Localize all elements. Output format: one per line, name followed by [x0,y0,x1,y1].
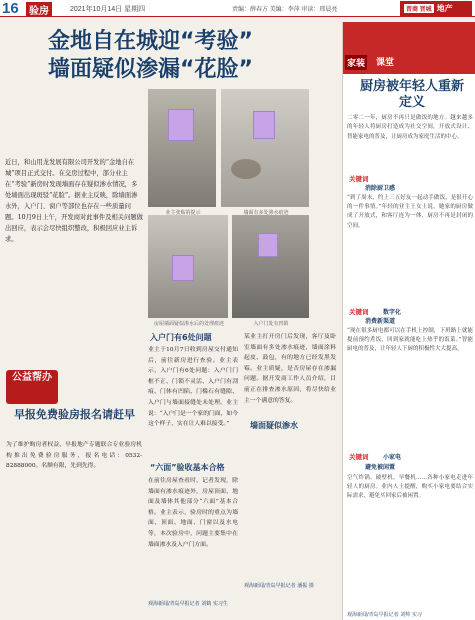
hotline-badge: 公益帮办 [6,370,58,404]
wall-stain [231,159,261,179]
logo-badge: 晋商 晋城 [404,4,434,13]
sidebar-tag: 家装 [345,55,367,70]
photo-door-dent [232,215,309,318]
hotline-body: 为了维护购房者权益，早报地产专题联合专业验房机构推出免费验房服务，报名电话：0532-82888000。名额有限，先到先得。 [6,442,142,470]
photo-caption: 房屋墙面疑似渗水后的处理痕迹 [153,321,224,327]
photo-caption: 业主张贴的提示 [165,210,201,216]
photo-caption: 入户门处有凹陷 [253,321,289,327]
sidebar-credit: 观海新闻/青岛早报记者 刘帅 实习 [347,612,422,618]
article-body: 业主于10月7日收到房屋交付通知后，前往新房进行查验。业主表示，入户门有6处问题：入户门门框不正、门锁不灵活、入户门有刮痕、门体有凹陷、门槛石有缝隙、入户门与墙面接缝处未处理。业主说：“入户门是一个家的门面，如今这个样子，实在让人难以接受。” [148,347,238,428]
article-body: 某业主打开房门后发现，客厅及卧室墙面有多处渗水痕迹，墙面涂料起皮、鼓包，有的地方已经发黑发霉。业主质疑，是否房屋存在渗漏问题。据开发商工作人员介绍，目前正在排查渗水原因，将尽快给业主一个满意的答复。 [244,334,336,404]
photo-wall-repair [148,215,228,318]
article-headline [48,28,298,84]
keyword-title: 消除厨卫感 [365,185,396,192]
sidebar-header [343,22,475,74]
keyword-title: 数字化 [383,309,402,316]
hotline-title: 早报免费验房报名请赶早 [14,408,135,421]
keyword-label: 关键词 [349,453,369,461]
masthead [0,0,475,17]
section-tag: 验房 [26,2,52,17]
headline-line-1: 金地自在城迎“考验” [48,29,253,54]
subheading-door: 入户门有6处问题 [150,333,212,342]
sidebar-title: 厨房被年轻人重新定义 [359,79,464,110]
keyword-title: 小家电 [383,454,402,461]
sidebar-intro: 二零二一年，厨房不再只是做饭的地方。越来越多的年轻人将厨房打造成为社交空间，开放式设计、智能家电的普及，让厨房成为家庭生活的中心。 [347,115,473,140]
issue-date: 2021年10月14日 星期四 [70,6,146,13]
photo-caption: 墙面有多处渗水痕迹 [243,210,289,216]
logo-text: 地产 [436,4,453,13]
headline-line-2: 墙面疑似渗漏“花脸” [48,57,253,82]
article-body: 在前往房屋查看时，记者发现，除墙面有渗水痕迹外，房屋顶面、地面及墙体其他部分“六面”基本合格。业主表示，验房时的重点为墙面、顶面、地面、门窗以及水电等，本次验房中，问题主要集中在墙面渗水及入户门方面。 [148,478,238,548]
keyword-body: “到了周末，约上三五好友一起动手做饭，是很开心的一件事情。”年轻的业主王女士说，她家的厨房做成了开放式，和客厅连为一体，厨房不再是封闭的空间。 [347,195,473,229]
keyword-subtitle: 避免被闲置 [365,464,396,471]
sticky-note [253,111,275,139]
keyword-label: 关键词 [349,175,369,183]
sidebar-column [342,22,475,620]
keyword-label: 关键词 [349,308,369,316]
photo-credit: 观海新闻/青岛早报记者 潘振 摄 [244,583,314,589]
sticky-note [172,255,194,281]
photo-wall-stains [221,89,309,207]
sidebar-tag: 课堂 [376,58,395,68]
subheading-inspection: “六面”验收基本合格 [150,463,225,472]
keyword-body: 空气炸锅、破壁机、早餐机……各种小家电走进年轻人的厨房。业内人士提醒，购买小家电要结合实际需求，避免买回家后被闲置。 [347,475,473,500]
page-number: 16 [2,0,19,17]
article-lede: 近日，和山用龙发展有限公司开发的“金地自在城”项目正式交付。在交房过程中，部分业主在“考验”新房时发现墙面存在疑似渗水情况，多处墙面出现斑驳“花脸”。据业主反映，除墙面渗水外，入户门、窗户等部位也存在一些质量问题。10月9日上午，开发商对此事件及相关问题做出回应，表示会尽快组织整改，积极回应业主诉求。 [5,159,143,243]
keyword-subtitle: 消费新渠道 [365,318,396,325]
subheading-leak: 墙面疑似渗水 [250,421,298,430]
section-logo [400,1,472,16]
editor-credits: 责编：薛春方 美编：李萍 审读：邢晨亮 [232,7,338,13]
keyword-body: “现在很多厨电都可以在手机上控制，下班路上就能提前预约煮饭，回到家就能吃上热乎的饭菜。”智能厨电的普及，让年轻人下厨的积极性大大提高。 [347,328,473,353]
sticky-note [168,109,194,141]
sticky-note [258,233,278,257]
photo-notice [148,89,216,207]
article-credit: 观海新闻/青岛早报记者 刘鹤 实习生 [148,601,228,607]
